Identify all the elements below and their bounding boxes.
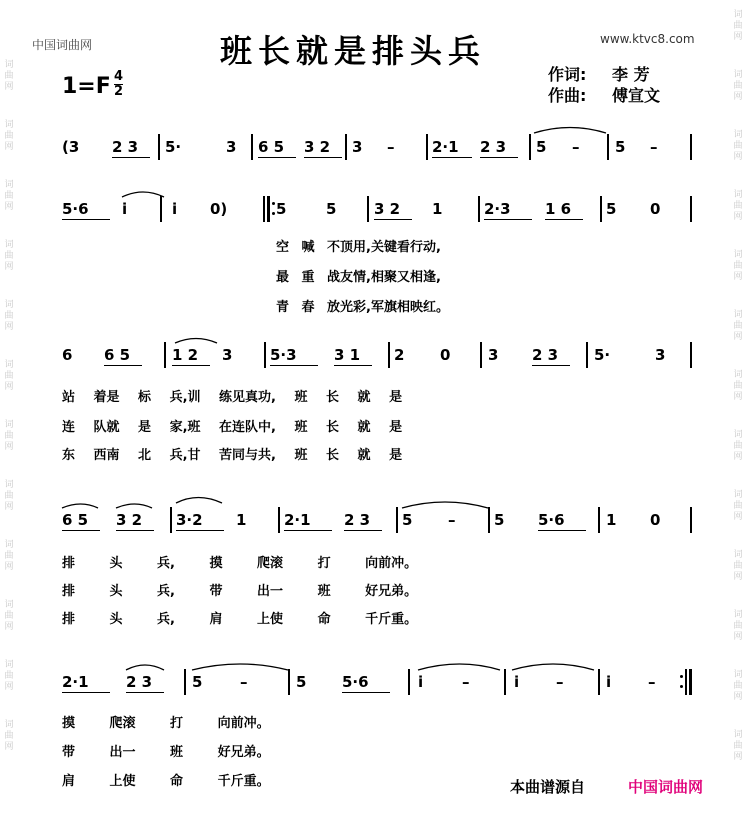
composer-name: 傅宣文 <box>612 86 661 105</box>
note-group: 5 <box>494 511 505 529</box>
note-group: – <box>556 673 564 691</box>
note-group: 2 3 <box>112 138 139 156</box>
note-group: 2·1 <box>432 138 459 156</box>
note-group: 5 <box>276 200 287 218</box>
note-group: 6 5 <box>62 511 89 529</box>
slur <box>176 498 222 504</box>
note-group: 1 <box>236 511 247 529</box>
lyric-verse-2: 最 重 战友情,相聚又相逢, <box>276 270 441 285</box>
note-group: 5·6 <box>538 511 565 529</box>
note-group: 0) <box>210 200 228 218</box>
note-group: 3 2 <box>304 138 331 156</box>
note-group: – <box>448 511 456 529</box>
lyric-verse-2: 带 出一 班 好兄弟。 <box>62 745 270 760</box>
lyric-verse-1: 空 喊 不顶用,关键看行动, <box>276 240 441 255</box>
note-group: 6 <box>62 346 73 364</box>
composer-label: 作曲: <box>548 86 587 105</box>
lyric-verse-3: 肩 上使 命 千斤重。 <box>62 774 270 789</box>
song-title: 班长就是排头兵 <box>220 32 487 70</box>
note-group: – <box>387 138 395 156</box>
slur <box>418 664 500 670</box>
lyric-verse-3: 青 春 放光彩,军旗相映红。 <box>276 300 449 315</box>
note-group: 3 <box>222 346 233 364</box>
note-group: i <box>514 673 520 691</box>
slur <box>126 665 164 670</box>
note-group: 5 <box>326 200 337 218</box>
note-group: 3 <box>352 138 363 156</box>
note-group: 3 2 <box>116 511 143 529</box>
note-group: 2 3 <box>532 346 559 364</box>
source-label: 本曲谱源自 <box>510 778 586 796</box>
note-group: 3 1 <box>334 346 361 364</box>
note-group: 5 <box>192 673 203 691</box>
lyricist-name: 李 芳 <box>612 65 650 84</box>
note-group: 3 <box>226 138 237 156</box>
note-group: – <box>240 673 248 691</box>
source-site-link[interactable]: 中国词曲网 <box>628 778 704 796</box>
slur <box>512 664 594 670</box>
note-group: 5 <box>296 673 307 691</box>
slur <box>122 192 164 197</box>
slur <box>534 128 606 134</box>
note-group: – <box>648 673 656 691</box>
lyric-verse-1: 排 头 兵, 摸 爬滚 打 向前冲。 <box>62 556 418 571</box>
lyric-verse-2: 排 头 兵, 带 出一 班 好兄弟。 <box>62 584 418 599</box>
note-group: 2 3 <box>480 138 507 156</box>
note-group: 2 3 <box>344 511 371 529</box>
note-group: 3 2 <box>374 200 401 218</box>
slur <box>116 504 152 508</box>
note-group: 5·6 <box>62 200 89 218</box>
note-group: 2 3 <box>126 673 153 691</box>
lyric-verse-2: 连 队就 是 家,班 在连队中, 班 长 就 是 <box>62 420 403 435</box>
note-group: 2·3 <box>484 200 511 218</box>
note-group: 5· <box>165 138 182 156</box>
note-group: 1 6 <box>545 200 572 218</box>
note-group: 6 5 <box>258 138 285 156</box>
slur <box>192 664 288 670</box>
note-group: 1 <box>606 511 617 529</box>
note-group: 5· <box>594 346 611 364</box>
lyric-verse-3: 排 头 兵, 肩 上使 命 千斤重。 <box>62 612 418 627</box>
note-group: 5 <box>402 511 413 529</box>
slur <box>175 339 217 344</box>
note-group: 1 <box>432 200 443 218</box>
note-group: 5·3 <box>270 346 297 364</box>
slur <box>62 504 98 508</box>
note-group: (3 <box>62 138 80 156</box>
lyric-verse-3: 东 西南 北 兵,甘 苦同与共, 班 长 就 是 <box>62 448 403 463</box>
note-group: 5·6 <box>342 673 369 691</box>
site-url-right: www.ktvc8.com <box>600 32 695 46</box>
lyric-verse-1: 摸 爬滚 打 向前冲。 <box>62 716 270 731</box>
note-group: 3 <box>488 346 499 364</box>
key-signature: 1=F <box>62 74 111 99</box>
note-group: 0 <box>650 511 661 529</box>
note-group: i <box>606 673 612 691</box>
note-group: – <box>650 138 658 156</box>
note-group: 0 <box>440 346 451 364</box>
note-group: 3 <box>655 346 666 364</box>
slur <box>402 502 488 508</box>
note-group: 5 <box>615 138 626 156</box>
note-group: – <box>462 673 470 691</box>
meter-top: 4 <box>114 69 124 84</box>
note-group: 5 <box>536 138 547 156</box>
note-group: 1 2 <box>172 346 199 364</box>
note-group: 2·1 <box>62 673 89 691</box>
note-group: 6 5 <box>104 346 131 364</box>
note-group: i <box>172 200 178 218</box>
meter-bottom: 2 <box>114 84 124 99</box>
lyric-verse-1: 站 着是 标 兵,训 练见真功, 班 长 就 是 <box>62 390 403 405</box>
lyricist-label: 作词: <box>548 65 587 84</box>
note-group: 0 <box>650 200 661 218</box>
site-name-left: 中国词曲网 <box>32 38 93 52</box>
note-group: i <box>418 673 424 691</box>
note-group: i <box>122 200 128 218</box>
note-group: 3·2 <box>176 511 203 529</box>
note-group: 5 <box>606 200 617 218</box>
note-group: 2·1 <box>284 511 311 529</box>
note-group: 2 <box>394 346 405 364</box>
note-group: – <box>572 138 580 156</box>
